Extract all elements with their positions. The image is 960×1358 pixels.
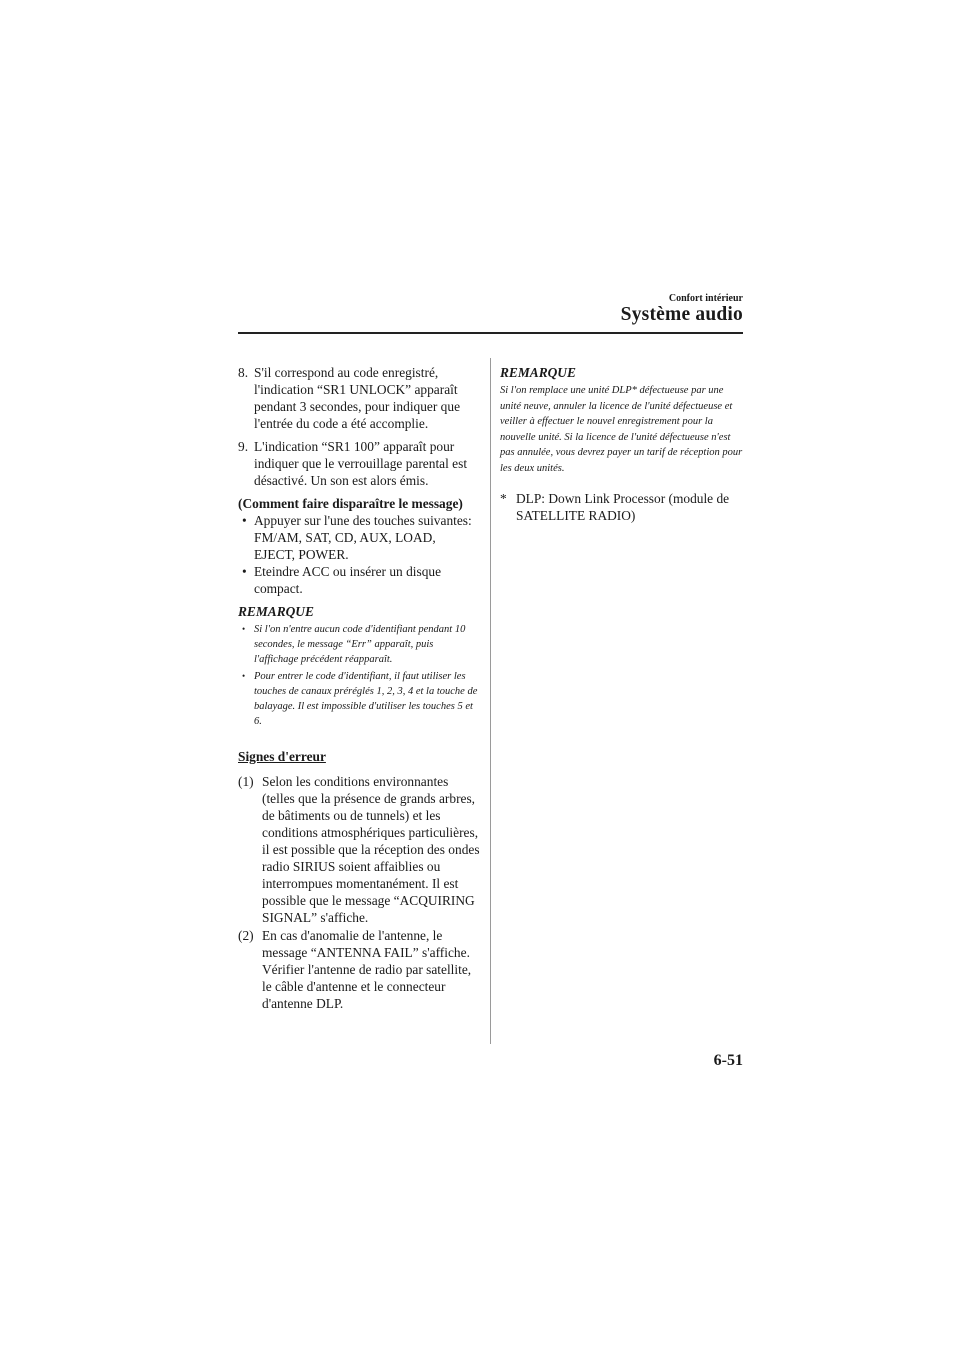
- bullet-icon: •: [242, 624, 246, 634]
- footnote-text: DLP: Down Link Processor (module de SATELLITE RADIO): [516, 491, 730, 523]
- error-number: (2): [238, 928, 254, 943]
- bullet-item: [238, 563, 480, 597]
- bullet-text: Eteindre ACC ou insérer un disque compact.: [254, 564, 442, 596]
- sub-heading: (Comment faire disparaître le message): [238, 496, 463, 511]
- step-number: 9.: [238, 439, 249, 454]
- step-text: L'indication “SR1 100” apparaît pour indiquer que le verrouillage parental est désactivé. Un son est alors émis.: [254, 439, 468, 488]
- step-text: S'il correspond au code enregistré, l'indication “SR1 UNLOCK” apparaît pendant 3 secondes, pour indiquer que l'entrée du code a été accomplie.: [254, 365, 461, 431]
- header-rule: [238, 332, 743, 334]
- bullet-text: Appuyer sur l'une des touches suivantes: FM/AM, SAT, CD, AUX, LOAD, EJECT, POWER.: [254, 513, 472, 562]
- page-title: Système audio: [620, 304, 743, 325]
- note-text: Pour entrer le code d'identifiant, il faut utiliser les touches de canaux préréglés 1, 2, 3, 4 et la touche de balayage. Il est impossible d'utiliser les touches 5 et 6.: [254, 671, 478, 727]
- error-text: Selon les conditions environnantes (telles que la présence de grands arbres, de bâtiments ou de tunnels) et les conditions atmosphériques particulières, il est possible que la réception des ondes radio SIRIUS soient affaiblies ou interrompues momentanément. Il est possible que le message “ACQUIRING SIGNAL” s'affiche.: [262, 774, 480, 925]
- footnote-mark: *: [500, 491, 507, 506]
- note-list: [238, 622, 480, 729]
- error-heading: Signes d'erreur: [238, 749, 326, 764]
- footnote: [500, 490, 745, 524]
- bullet-icon: •: [242, 671, 246, 681]
- error-number: (1): [238, 774, 254, 789]
- step-number: 8.: [238, 365, 249, 380]
- note-item: [238, 622, 480, 667]
- error-item-2: [238, 927, 480, 1012]
- note-heading: REMARQUE: [500, 365, 576, 380]
- note-text: Si l'on remplace une unité DLP* défectueuse par une unité neuve, annuler la licence de l'unité défectueuse et veiller à effectuer le nouvel enregistrement pour la nouvelle unité. Si la licence de l'unité défectueuse n'est pas annulée, vous devrez payer un tarif de réception pour les deux unités.: [500, 385, 743, 474]
- section-label: Confort intérieur: [668, 293, 743, 304]
- note-heading: REMARQUE: [238, 604, 314, 619]
- column-divider: [490, 358, 491, 1044]
- note-item: [238, 669, 480, 729]
- error-text: En cas d'anomalie de l'antenne, le message “ANTENNA FAIL” s'affiche. Vérifier l'antenne de radio par satellite, le câble d'antenne et le connecteur d'antenne DLP.: [262, 928, 472, 1011]
- left-column: [238, 364, 480, 1013]
- error-item-1: [238, 773, 480, 926]
- page-number: 6-51: [713, 1052, 743, 1069]
- note-text: Si l'on n'entre aucun code d'identifiant pendant 10 secondes, le message “Err” apparaît, puis l'affichage précédent réapparaît.: [254, 624, 466, 665]
- step-8: [238, 364, 480, 432]
- right-column: [500, 364, 745, 524]
- bullet-icon: •: [242, 513, 247, 528]
- bullet-icon: •: [242, 564, 247, 579]
- bullet-item: [238, 512, 480, 563]
- step-9: [238, 438, 480, 489]
